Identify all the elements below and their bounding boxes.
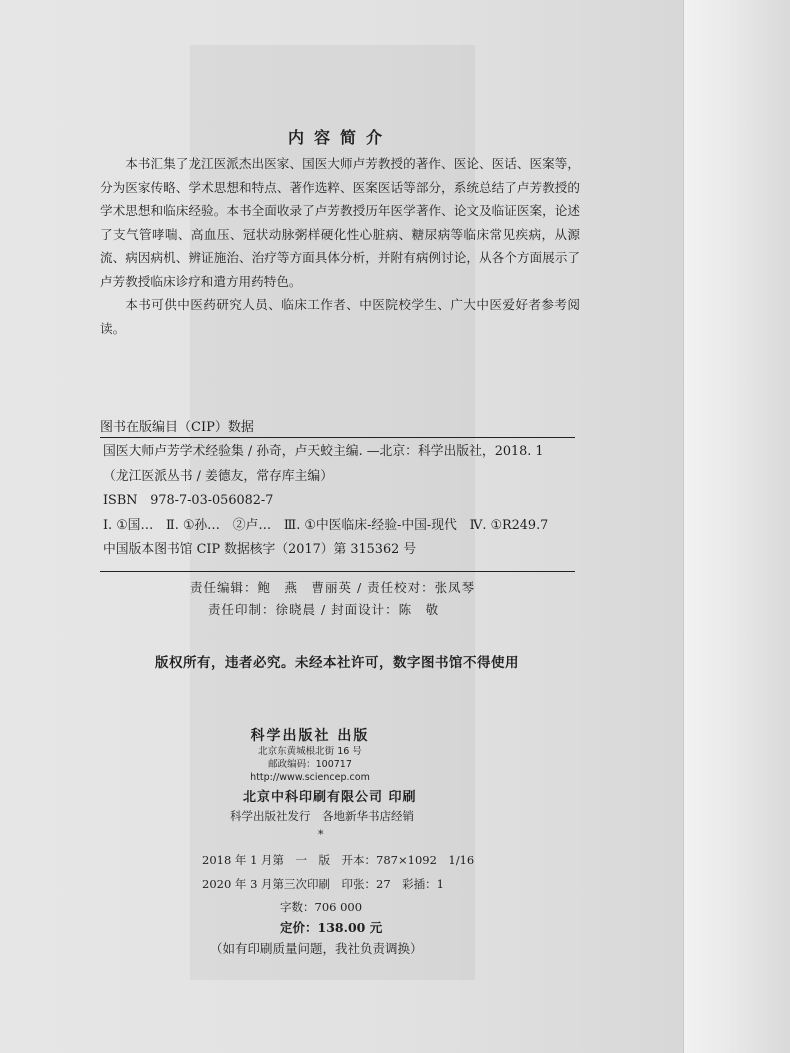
production-credits: 责任印制：徐晓晨 / 封面设计：陈 敬 [208, 602, 440, 617]
cip-line-2: （龙江医派丛书 / 姜德友，常存库主编） [103, 468, 333, 484]
intro-paragraph-2: 本书可供中医药研究人员、临床工作者、中医院校学生、广大中医爱好者参考阅读。 [100, 297, 580, 336]
separator-star: * [318, 828, 324, 841]
publisher-name: 科学出版社 出版 [250, 728, 370, 744]
publisher-url: http://www.sciencep.com [250, 772, 370, 783]
intro-title: 内容简介 [287, 128, 392, 147]
publisher-block [190, 725, 430, 784]
cip-heading: 图书在版编目（CIP）数据 [100, 416, 575, 438]
edition-spec: 2018 年 1 月第 一 版 开本：787×1092 1/16 [202, 853, 475, 867]
printer-name: 北京中科印刷有限公司 印刷 [243, 790, 417, 805]
adjacent-page-edge [683, 0, 790, 1053]
cip-block [103, 440, 578, 563]
price: 定价：138.00 元 [280, 920, 383, 935]
distribution-line: 科学出版社发行 各地新华书店经销 [230, 809, 414, 823]
quality-note: （如有印刷质量问题，我社负责调换） [210, 941, 423, 956]
cip-line-4: Ⅰ. ①国… Ⅱ. ①孙… ②卢… Ⅲ. ①中医临床-经验-中国-现代 Ⅳ. ①R249.7 [103, 517, 549, 533]
intro-text [100, 152, 580, 340]
publisher-postcode: 邮政编码：100717 [268, 759, 352, 770]
copyright-notice: 版权所有，违者必究。未经本社许可，数字图书馆不得使用 [155, 655, 519, 671]
cip-line-1: 国医大师卢芳学术经验集 / 孙奇，卢天蛟主编. —北京：科学出版社，2018. 1 [103, 444, 544, 459]
editor-credits: 责任编辑：鲍 燕 曹丽英 / 责任校对：张凤琴 [190, 580, 476, 595]
intro-paragraph-1: 本书汇集了龙江医派杰出医家、国医大师卢芳教授的著作、医论、医话、医案等，分为医家传略、学术思想和特点、著作选粹、医案医话等部分，系统总结了卢芳教授的学术思想和临床经验。本书全面收录了卢芳教授历年医学著作、论文及临证医案，论述了支气管哮喘、高血压、冠状动脉粥样硬化性心脏病、糖尿病等临床常见疾病，从源流、病因病机、辨证施治、治疗等方面具体分析，并附有病例讨论，从各个方面展示了卢芳教授临床诊疗和遣方用药特色。 [100, 156, 580, 289]
publisher-address: 北京东黄城根北街 16 号 [258, 746, 362, 757]
printing-spec: 2020 年 3 月第三次印刷 印张：27 彩插：1 [202, 877, 444, 891]
cip-line-3: ISBN 978-7-03-056082-7 [103, 493, 274, 508]
cip-bottom-rule [100, 571, 575, 572]
word-count: 字数：706 000 [280, 900, 363, 914]
cip-line-5: 中国版本图书馆 CIP 数据核字（2017）第 315362 号 [103, 542, 417, 557]
